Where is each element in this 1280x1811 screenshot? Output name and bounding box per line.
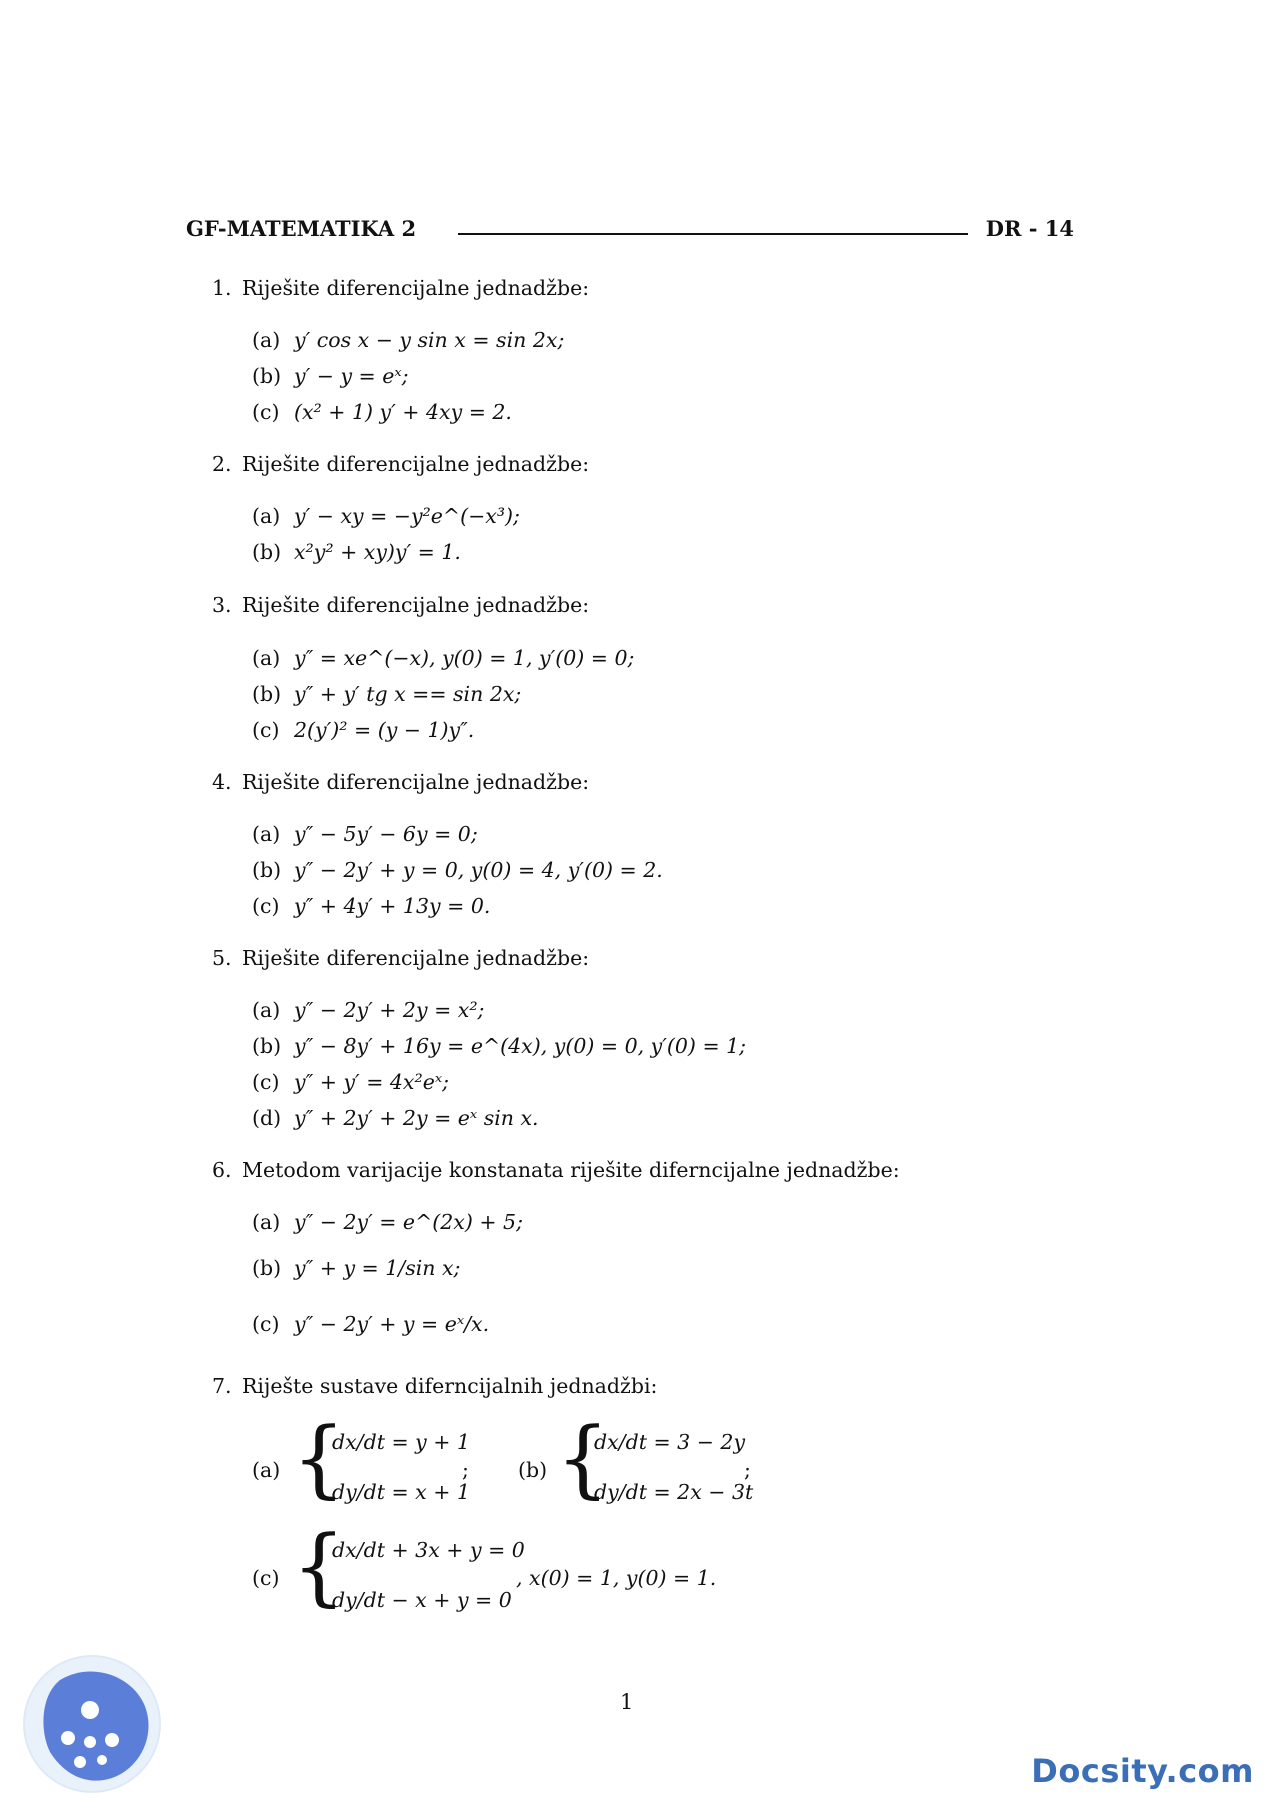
system-7b-eq1: dx/dt = 3 − 2y: [594, 1430, 746, 1454]
left-brace-icon: {: [292, 1517, 346, 1615]
question-6b: (b) y″ + y = 1/sin x;: [252, 1256, 461, 1280]
system-7a-eq2: dy/dt = x + 1: [332, 1480, 470, 1504]
question-text: Riješite diferencijalne jednadžbe:: [242, 593, 590, 617]
question-7: 7. Riješte sustave diferncijalnih jednadžbi:: [212, 1374, 658, 1398]
question-4: 4. Riješite diferencijalne jednadžbe:: [212, 770, 590, 794]
question-text: Metodom varijacije konstanata riješite diferncijalne jednadžbe:: [242, 1158, 900, 1182]
question-2b: (b) x²y² + xy)y′ = 1.: [252, 540, 461, 564]
separator: ;: [462, 1458, 469, 1482]
question-4c: (c) y″ + 4y′ + 13y = 0.: [252, 894, 491, 918]
question-4b: (b) y″ − 2y′ + y = 0, y(0) = 4, y′(0) = 2.: [252, 858, 663, 882]
system-7a-eq1: dx/dt = y + 1: [332, 1430, 470, 1454]
question-4a: (a) y″ − 5y′ − 6y = 0;: [252, 822, 478, 846]
question-5c: (c) y″ + y′ = 4x²eˣ;: [252, 1070, 450, 1094]
question-6c: (c) y″ − 2y′ + y = eˣ/x.: [252, 1312, 490, 1336]
question-text: Riješite diferencijalne jednadžbe:: [242, 452, 590, 476]
question-1c: (c) (x² + 1) y′ + 4xy = 2.: [252, 400, 512, 424]
question-5: 5. Riješite diferencijalne jednadžbe:: [212, 946, 590, 970]
page-header: [186, 216, 1074, 246]
page-number: 1: [620, 1690, 634, 1714]
question-1: 1. Riješite diferencijalne jednadžbe:: [212, 276, 590, 300]
header-sheet-code: DR - 14: [985, 216, 1074, 241]
separator: ;: [744, 1458, 751, 1482]
question-6a: (a) y″ − 2y′ = e^(2x) + 5;: [252, 1210, 524, 1234]
question-2a: (a) y′ − xy = −y²e^(−x³);: [252, 504, 520, 528]
question-5d: (d) y″ + 2y′ + 2y = eˣ sin x.: [252, 1106, 539, 1130]
system-7b-eq2: dy/dt = 2x − 3t: [594, 1480, 754, 1504]
question-5b: (b) y″ − 8y′ + 16y = e^(4x), y(0) = 0, y′(0) = 1;: [252, 1034, 747, 1058]
question-6: 6. Metodom varijacije konstanata riješite diferncijalne jednadžbe:: [212, 1158, 900, 1182]
question-3: 3. Riješite diferencijalne jednadžbe:: [212, 593, 590, 617]
system-7c-eq1: dx/dt + 3x + y = 0: [332, 1538, 525, 1562]
question-7c-label: (c): [252, 1566, 280, 1590]
question-1b: (b) y′ − y = eˣ;: [252, 364, 409, 388]
question-text: Riješite diferencijalne jednadžbe:: [242, 276, 590, 300]
question-7b-label: (b): [518, 1458, 548, 1482]
header-course-title: GF-MATEMATIKA 2: [186, 216, 417, 241]
docsity-watermark[interactable]: Docsity.com: [1031, 1752, 1254, 1790]
question-2: 2. Riješite diferencijalne jednadžbe:: [212, 452, 590, 476]
system-7c-eq2: dy/dt − x + y = 0: [332, 1588, 512, 1612]
question-3b: (b) y″ + y′ tg x == sin 2x;: [252, 682, 522, 706]
header-rule: [458, 233, 968, 235]
question-3a: (a) y″ = xe^(−x), y(0) = 1, y′(0) = 0;: [252, 646, 635, 670]
question-1a: (a) y′ cos x − y sin x = sin 2x;: [252, 328, 565, 352]
question-3c: (c) 2(y′)² = (y − 1)y″.: [252, 718, 475, 742]
question-text: Riješte sustave diferncijalnih jednadžbi:: [242, 1374, 658, 1398]
question-5a: (a) y″ − 2y′ + 2y = x²;: [252, 998, 485, 1022]
docsity-logo-icon: [20, 1652, 168, 1798]
system-7c-initial-conditions: , x(0) = 1, y(0) = 1.: [516, 1566, 717, 1590]
question-text: Riješite diferencijalne jednadžbe:: [242, 770, 590, 794]
left-brace-icon: {: [556, 1409, 610, 1507]
question-7a-label: (a): [252, 1458, 281, 1482]
question-text: Riješite diferencijalne jednadžbe:: [242, 946, 590, 970]
left-brace-icon: {: [292, 1409, 346, 1507]
